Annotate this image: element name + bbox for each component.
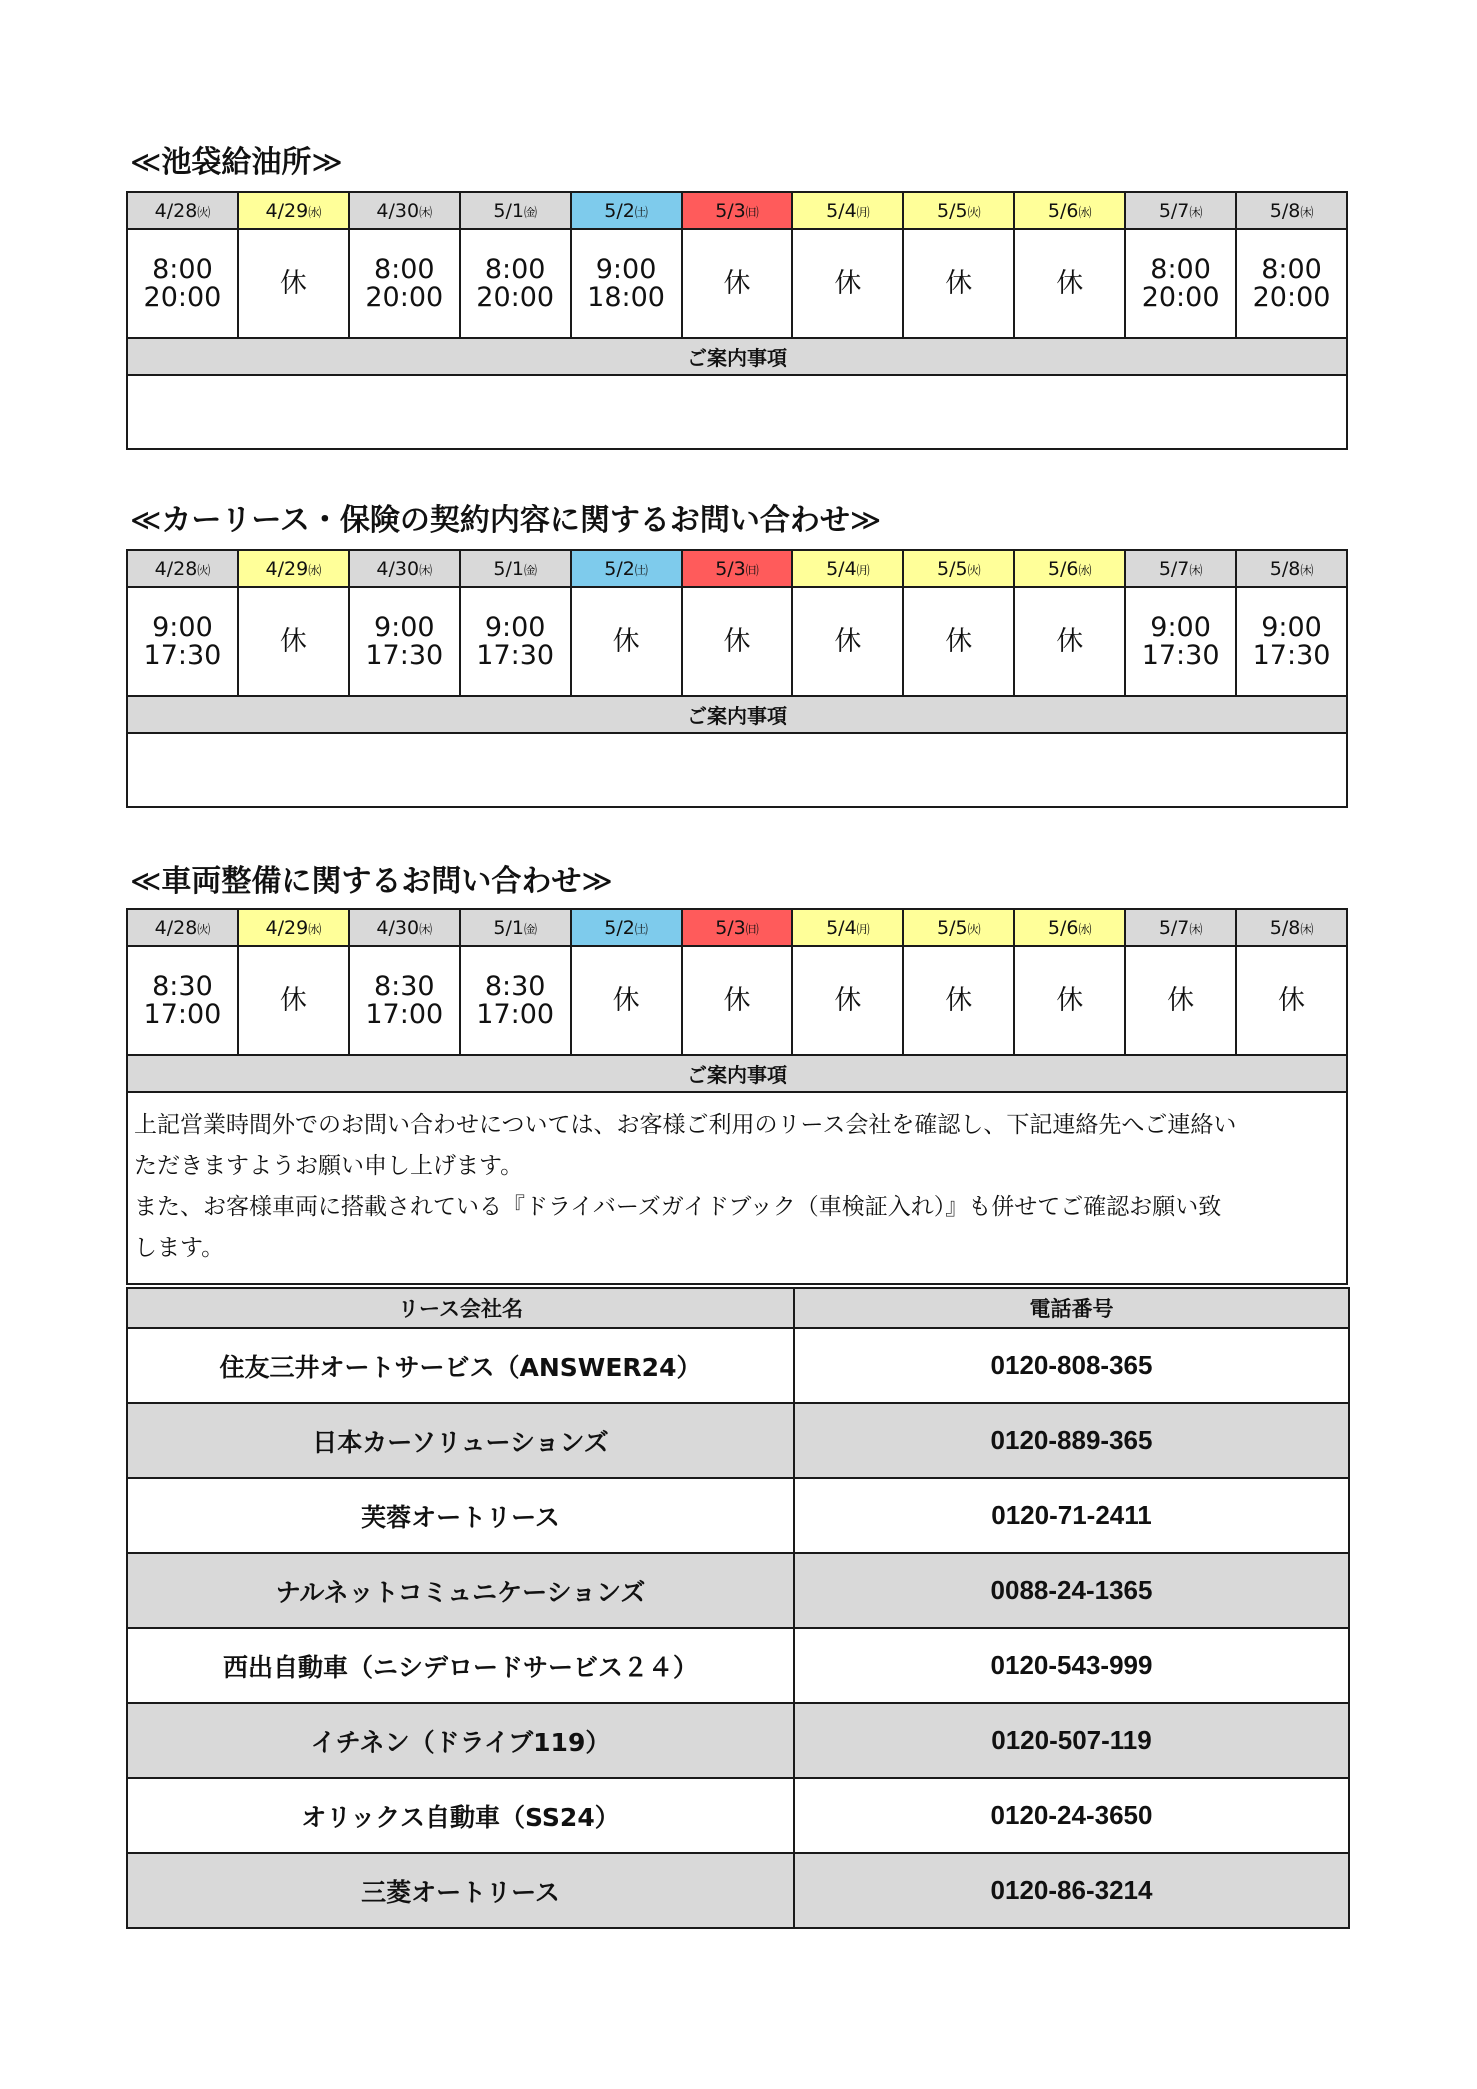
- note-line: ただきますようお願い申し上げます。: [134, 1153, 524, 1179]
- weekday-label: ㈭: [1300, 563, 1314, 579]
- close-time: 17:30: [476, 639, 555, 671]
- date-label: 5/3: [715, 916, 746, 939]
- open-time: 9:00: [373, 611, 435, 643]
- schedule-table-ikebukuro: [126, 191, 1348, 450]
- date-label: 5/6: [1047, 557, 1079, 580]
- weekday-label: ㈭: [419, 922, 433, 938]
- date-label: 4/28: [154, 199, 198, 222]
- date-header-cell: [792, 192, 903, 229]
- hours-cell: [792, 587, 903, 696]
- open-time: 休: [1056, 625, 1084, 657]
- hours-cell: [571, 946, 682, 1055]
- lease-company-phone: 0120-543-999: [794, 1628, 1349, 1703]
- hours-cell: [1014, 946, 1125, 1055]
- date-header-cell: [903, 192, 1014, 229]
- open-time: 休: [279, 267, 307, 299]
- date-header-cell: [460, 909, 571, 946]
- hours-cell: [349, 946, 460, 1055]
- close-time: 17:30: [365, 639, 444, 671]
- date-label: 5/3: [715, 199, 746, 222]
- date-header-cell: [238, 909, 349, 946]
- date-label: 5/8: [1269, 557, 1301, 580]
- weekday-label: ㈭: [1189, 205, 1203, 221]
- schedule-table-maintenance: [126, 908, 1348, 1285]
- lease-company-name: オリックス自動車（SS24）: [127, 1778, 794, 1853]
- open-time: 休: [612, 625, 640, 657]
- date-header-cell: [903, 909, 1014, 946]
- date-header-cell: [1236, 192, 1347, 229]
- hours-cell: [903, 229, 1014, 338]
- open-time: 9:00: [1261, 611, 1322, 643]
- lease-company-phone: 0088-24-1365: [794, 1553, 1349, 1628]
- hours-row: [127, 229, 1347, 338]
- date-header-cell: [238, 550, 349, 587]
- open-time: 休: [612, 984, 640, 1016]
- date-label: 4/28: [154, 916, 198, 939]
- hours-cell: [349, 229, 460, 338]
- date-label: 5/3: [715, 557, 746, 580]
- lease-company-row: [127, 1778, 1349, 1853]
- lease-company-phone: 0120-24-3650: [794, 1778, 1349, 1853]
- open-time: 休: [1167, 984, 1195, 1016]
- section-title: [130, 503, 881, 539]
- lease-company-name: 日本カーソリューションズ: [127, 1403, 794, 1478]
- date-header-row: [127, 192, 1347, 229]
- lease-company-row: [127, 1853, 1349, 1928]
- weekday-label: ㈬: [1078, 205, 1092, 221]
- note-header: ご案内事項: [127, 696, 1347, 733]
- date-label: 5/8: [1269, 199, 1301, 222]
- open-time: 8:30: [484, 970, 546, 1002]
- title-open-bracket: ≪: [130, 864, 162, 899]
- date-header-row: [127, 550, 1347, 587]
- lease-company-row: [127, 1703, 1349, 1778]
- weekday-label: ㈭: [1189, 922, 1203, 938]
- lease-company-row: [127, 1478, 1349, 1553]
- open-time: 休: [834, 984, 862, 1016]
- hours-cell: [1236, 587, 1347, 696]
- hours-cell: [238, 587, 349, 696]
- hours-row: [127, 587, 1347, 696]
- lease-company-row: [127, 1328, 1349, 1403]
- lease-company-column-header: リース会社名: [127, 1288, 794, 1328]
- date-header-cell: [571, 909, 682, 946]
- open-time: 8:00: [1261, 253, 1322, 285]
- date-label: 5/5: [937, 916, 968, 939]
- date-header-cell: [792, 550, 903, 587]
- date-header-cell: [1236, 550, 1347, 587]
- open-time: 8:00: [484, 253, 546, 285]
- date-header-cell: [571, 550, 682, 587]
- note-body: [127, 375, 1347, 449]
- hours-cell: [1125, 946, 1236, 1055]
- date-header-cell: [1014, 192, 1125, 229]
- lease-company-row: [127, 1403, 1349, 1478]
- weekday-label: ㈭: [1189, 563, 1203, 579]
- note-header: ご案内事項: [127, 338, 1347, 375]
- date-label: 5/5: [937, 557, 968, 580]
- note-header-row: [127, 1055, 1347, 1092]
- lease-company-phone: 0120-808-365: [794, 1328, 1349, 1403]
- hours-cell: [903, 946, 1014, 1055]
- open-time: 休: [945, 267, 973, 299]
- weekday-label: ㈬: [308, 563, 322, 579]
- hours-cell: [1236, 229, 1347, 338]
- section-title: [130, 145, 343, 181]
- weekday-label: ㈮: [523, 922, 537, 938]
- hours-cell: [792, 229, 903, 338]
- weekday-label: ㈬: [1078, 922, 1092, 938]
- close-time: 20:00: [476, 281, 555, 313]
- date-label: 4/30: [376, 557, 420, 580]
- weekday-label: ㈭: [1300, 922, 1314, 938]
- title-text: カーリース・保険の契約内容に関するお問い合わせ: [161, 503, 850, 538]
- lease-company-phone: 0120-86-3214: [794, 1853, 1349, 1928]
- date-header-cell: [349, 192, 460, 229]
- date-label: 4/30: [376, 916, 420, 939]
- date-label: 5/2: [604, 916, 635, 939]
- date-header-cell: [127, 192, 238, 229]
- weekday-label: ㈫: [967, 563, 981, 579]
- date-header-cell: [682, 192, 793, 229]
- date-header-cell: [682, 550, 793, 587]
- date-header-cell: [127, 909, 238, 946]
- hours-row: [127, 946, 1347, 1055]
- date-label: 5/8: [1269, 916, 1301, 939]
- weekday-label: ㈫: [197, 205, 211, 221]
- schedule-table-lease-insurance: [126, 549, 1348, 808]
- close-time: 17:30: [1252, 639, 1331, 671]
- weekday-label: ㈯: [634, 922, 648, 938]
- close-time: 17:00: [143, 998, 222, 1030]
- date-label: 5/1: [493, 199, 524, 222]
- open-time: 8:30: [152, 970, 213, 1002]
- open-time: 休: [723, 625, 751, 657]
- open-time: 休: [945, 984, 973, 1016]
- open-time: 8:00: [1150, 253, 1211, 285]
- open-time: 9:00: [152, 611, 213, 643]
- date-header-row: [127, 909, 1347, 946]
- title-text: 車両整備に関するお問い合わせ: [161, 864, 582, 899]
- date-label: 4/29: [265, 199, 309, 222]
- close-time: 17:00: [476, 998, 555, 1030]
- title-text: 池袋給油所: [161, 145, 312, 180]
- date-label: 4/28: [154, 557, 198, 580]
- hours-cell: [682, 946, 793, 1055]
- note-body-row: [127, 1092, 1347, 1284]
- date-header-cell: [127, 550, 238, 587]
- date-header-cell: [903, 550, 1014, 587]
- open-time: 休: [723, 984, 751, 1016]
- lease-company-name: 三菱オートリース: [127, 1853, 794, 1928]
- close-time: 17:00: [365, 998, 444, 1030]
- hours-cell: [127, 587, 238, 696]
- title-close-bracket: ≫: [311, 145, 343, 180]
- hours-cell: [682, 587, 793, 696]
- section-title: [130, 864, 613, 900]
- note-body: [127, 1092, 1347, 1284]
- weekday-label: ㈫: [967, 922, 981, 938]
- weekday-label: ㈪: [856, 205, 870, 221]
- hours-cell: [127, 946, 238, 1055]
- open-time: 休: [279, 984, 307, 1016]
- lease-company-name: ナルネットコミュニケーションズ: [127, 1553, 794, 1628]
- close-time: 18:00: [587, 281, 665, 313]
- date-label: 5/7: [1158, 199, 1190, 222]
- hours-cell: [792, 946, 903, 1055]
- hours-cell: [903, 587, 1014, 696]
- open-time: 休: [723, 267, 751, 299]
- weekday-label: ㈭: [419, 563, 433, 579]
- date-header-cell: [460, 192, 571, 229]
- lease-company-name: 芙蓉オートリース: [127, 1478, 794, 1553]
- hours-cell: [1125, 229, 1236, 338]
- open-time: 9:00: [595, 253, 657, 285]
- open-time: 休: [1056, 984, 1084, 1016]
- title-open-bracket: ≪: [130, 503, 162, 538]
- open-time: 8:00: [152, 253, 213, 285]
- note-body-row: [127, 375, 1347, 449]
- date-header-cell: [1125, 909, 1236, 946]
- date-label: 5/7: [1158, 916, 1190, 939]
- date-header-cell: [238, 192, 349, 229]
- hours-cell: [460, 587, 571, 696]
- weekday-label: ㈬: [308, 922, 322, 938]
- lease-company-table: [126, 1287, 1350, 1929]
- date-label: 5/1: [493, 916, 524, 939]
- date-label: 4/30: [376, 199, 420, 222]
- note-line: また、お客様車両に搭載されている『ドライバーズガイドブック（車検証入れ）』も併せてご確認お願い致: [134, 1194, 1222, 1220]
- weekday-label: ㈰: [745, 205, 759, 221]
- open-time: 休: [1278, 984, 1306, 1016]
- close-time: 20:00: [365, 281, 444, 313]
- hours-cell: [127, 229, 238, 338]
- note-line: 上記営業時間外でのお問い合わせについては、お客様ご利用のリース会社を確認し、下記連絡先へご連絡い: [134, 1112, 1237, 1138]
- hours-cell: [460, 229, 571, 338]
- lease-header-row: [127, 1288, 1349, 1328]
- close-time: 20:00: [1252, 281, 1331, 313]
- date-label: 5/5: [937, 199, 968, 222]
- date-label: 5/2: [604, 199, 635, 222]
- hours-cell: [1236, 946, 1347, 1055]
- weekday-label: ㈫: [967, 205, 981, 221]
- hours-cell: [1125, 587, 1236, 696]
- close-time: 20:00: [143, 281, 222, 313]
- weekday-label: ㈯: [634, 563, 648, 579]
- hours-cell: [571, 587, 682, 696]
- date-label: 5/2: [604, 557, 635, 580]
- open-time: 休: [945, 625, 973, 657]
- date-header-cell: [460, 550, 571, 587]
- date-label: 5/1: [493, 557, 524, 580]
- weekday-label: ㈬: [308, 205, 322, 221]
- note-body-row: [127, 733, 1347, 807]
- open-time: 8:00: [373, 253, 435, 285]
- hours-cell: [349, 587, 460, 696]
- lease-company-phone: 0120-889-365: [794, 1403, 1349, 1478]
- date-label: 4/29: [265, 557, 309, 580]
- weekday-label: ㈫: [197, 922, 211, 938]
- date-header-cell: [349, 550, 460, 587]
- weekday-label: ㈮: [523, 563, 537, 579]
- close-time: 17:30: [143, 639, 222, 671]
- hours-cell: [571, 229, 682, 338]
- date-header-cell: [571, 192, 682, 229]
- date-header-cell: [1236, 909, 1347, 946]
- open-time: 9:00: [1150, 611, 1211, 643]
- hours-cell: [1014, 587, 1125, 696]
- title-close-bracket: ≫: [581, 864, 613, 899]
- date-label: 5/7: [1158, 557, 1190, 580]
- open-time: 休: [834, 625, 862, 657]
- hours-cell: [238, 946, 349, 1055]
- date-header-cell: [1014, 909, 1125, 946]
- note-header-row: [127, 338, 1347, 375]
- note-header: ご案内事項: [127, 1055, 1347, 1092]
- weekday-label: ㈯: [634, 205, 648, 221]
- open-time: 休: [834, 267, 862, 299]
- hours-cell: [238, 229, 349, 338]
- hours-cell: [460, 946, 571, 1055]
- lease-company-name: イチネン（ドライブ119）: [127, 1703, 794, 1778]
- open-time: 休: [279, 625, 307, 657]
- weekday-label: ㈭: [1300, 205, 1314, 221]
- date-header-cell: [682, 909, 793, 946]
- title-close-bracket: ≫: [849, 503, 882, 538]
- lease-company-phone: 0120-507-119: [794, 1703, 1349, 1778]
- weekday-label: ㈬: [1078, 563, 1092, 579]
- close-time: 17:30: [1141, 639, 1220, 671]
- date-label: 5/6: [1047, 916, 1079, 939]
- lease-company-phone: 0120-71-2411: [794, 1478, 1349, 1553]
- weekday-label: ㈫: [197, 563, 211, 579]
- date-header-cell: [1125, 550, 1236, 587]
- weekday-label: ㈰: [745, 563, 759, 579]
- date-header-cell: [349, 909, 460, 946]
- date-label: 5/4: [826, 199, 857, 222]
- date-label: 5/6: [1047, 199, 1079, 222]
- weekday-label: ㈮: [523, 205, 537, 221]
- date-header-cell: [1014, 550, 1125, 587]
- weekday-label: ㈭: [419, 205, 433, 221]
- weekday-label: ㈰: [745, 922, 759, 938]
- phone-column-header: 電話番号: [794, 1288, 1349, 1328]
- open-time: 8:30: [373, 970, 435, 1002]
- lease-company-name: 西出自動車（ニシデロードサービス２４）: [127, 1628, 794, 1703]
- note-header-row: [127, 696, 1347, 733]
- open-time: 9:00: [484, 611, 546, 643]
- note-line: します。: [134, 1235, 225, 1261]
- weekday-label: ㈪: [856, 922, 870, 938]
- title-open-bracket: ≪: [130, 145, 162, 180]
- date-label: 5/4: [826, 557, 857, 580]
- weekday-label: ㈪: [856, 563, 870, 579]
- note-body: [127, 733, 1347, 807]
- lease-company-row: [127, 1628, 1349, 1703]
- lease-company-name: 住友三井オートサービス（ANSWER24）: [127, 1328, 794, 1403]
- date-header-cell: [792, 909, 903, 946]
- date-label: 4/29: [265, 916, 309, 939]
- open-time: 休: [1056, 267, 1084, 299]
- hours-cell: [682, 229, 793, 338]
- lease-company-row: [127, 1553, 1349, 1628]
- date-header-cell: [1125, 192, 1236, 229]
- date-label: 5/4: [826, 916, 857, 939]
- close-time: 20:00: [1141, 281, 1220, 313]
- hours-cell: [1014, 229, 1125, 338]
